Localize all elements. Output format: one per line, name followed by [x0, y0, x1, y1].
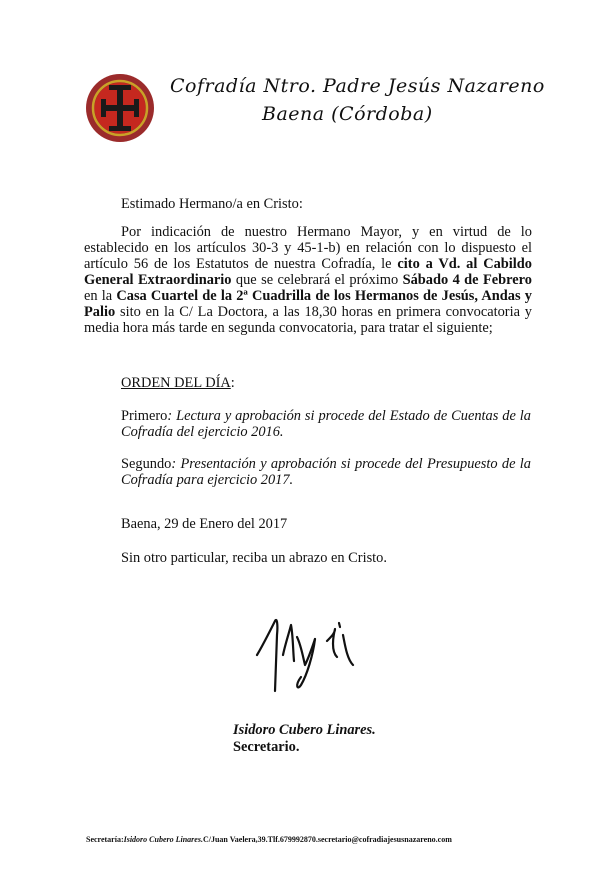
closing-line: Sin otro particular, reciba un abrazo en Cristo.: [121, 550, 387, 566]
agenda-item-sep: :: [171, 456, 181, 472]
signer-name: Isidoro Cubero Linares.: [233, 722, 376, 738]
orden-del-dia-title: ORDEN DEL DÍA: [121, 375, 231, 391]
agenda-item-1: [121, 408, 531, 440]
orden-del-dia-heading: [121, 375, 235, 391]
agenda-item-label: Primero: [121, 408, 168, 424]
body-paragraph: [84, 224, 532, 336]
footer-contact: [86, 835, 452, 844]
agenda-item-text: Lectura y aprobación si procede del Estado de Cuentas de la Cofradía del ejercicio 2016.: [121, 408, 531, 440]
agenda-item-text: Presentación y aprobación si procede del Presupuesto de la Cofradía para ejercicio 2017.: [121, 456, 531, 488]
agenda-item-sep: :: [167, 408, 177, 424]
bold-text-run: Sábado 4 de Febrero: [402, 272, 532, 288]
letter-date: Baena, 29 de Enero del 2017: [121, 516, 288, 532]
text-run: Por indicación de nuestro Hermano Mayor, y en virtud de lo establecido en los artículos 30-3 y 45-1-b) en relación con lo dispuesto el artículo 56 de los Estatutos de nuestra Cofradía, le: [84, 224, 532, 272]
text-run: sito en la C/ La Doctora, a las 18,30 horas en primera convocatoria y media hora más tarde en segunda convocatoria, para tratar el siguiente;: [84, 304, 532, 336]
header-title-line2: Baena (Córdoba): [262, 103, 433, 125]
footer-name: Isidoro Cubero Linares.: [123, 835, 203, 844]
agenda-item-2: [121, 456, 531, 488]
handwritten-signature: [253, 615, 363, 695]
bold-text-run: Casa Cuartel de la 2ª Cuadrilla de los Hermanos de Jesús, Andas y Palio: [84, 288, 532, 320]
footer-contact-details: C/Juan Vaelera,39.Tlf.679992870.secretario@cofradiajesusnazareno.com: [202, 835, 452, 844]
bold-text-run: cito a Vd. al Cabildo General Extraordinario: [84, 256, 532, 288]
orden-colon: :: [230, 375, 235, 391]
cofradia-emblem-logo: [85, 73, 155, 143]
header-title-line1: Cofradía Ntro. Padre Jesús Nazareno: [170, 75, 545, 97]
text-run: que se celebrará el próximo: [231, 272, 403, 288]
footer-prefix: Secretaría:: [86, 835, 124, 844]
greeting: Estimado Hermano/a en Cristo:: [121, 196, 303, 212]
text-run: en la: [84, 288, 117, 304]
agenda-item-label: Segundo: [121, 456, 172, 472]
signer-role: Secretario.: [233, 739, 300, 755]
